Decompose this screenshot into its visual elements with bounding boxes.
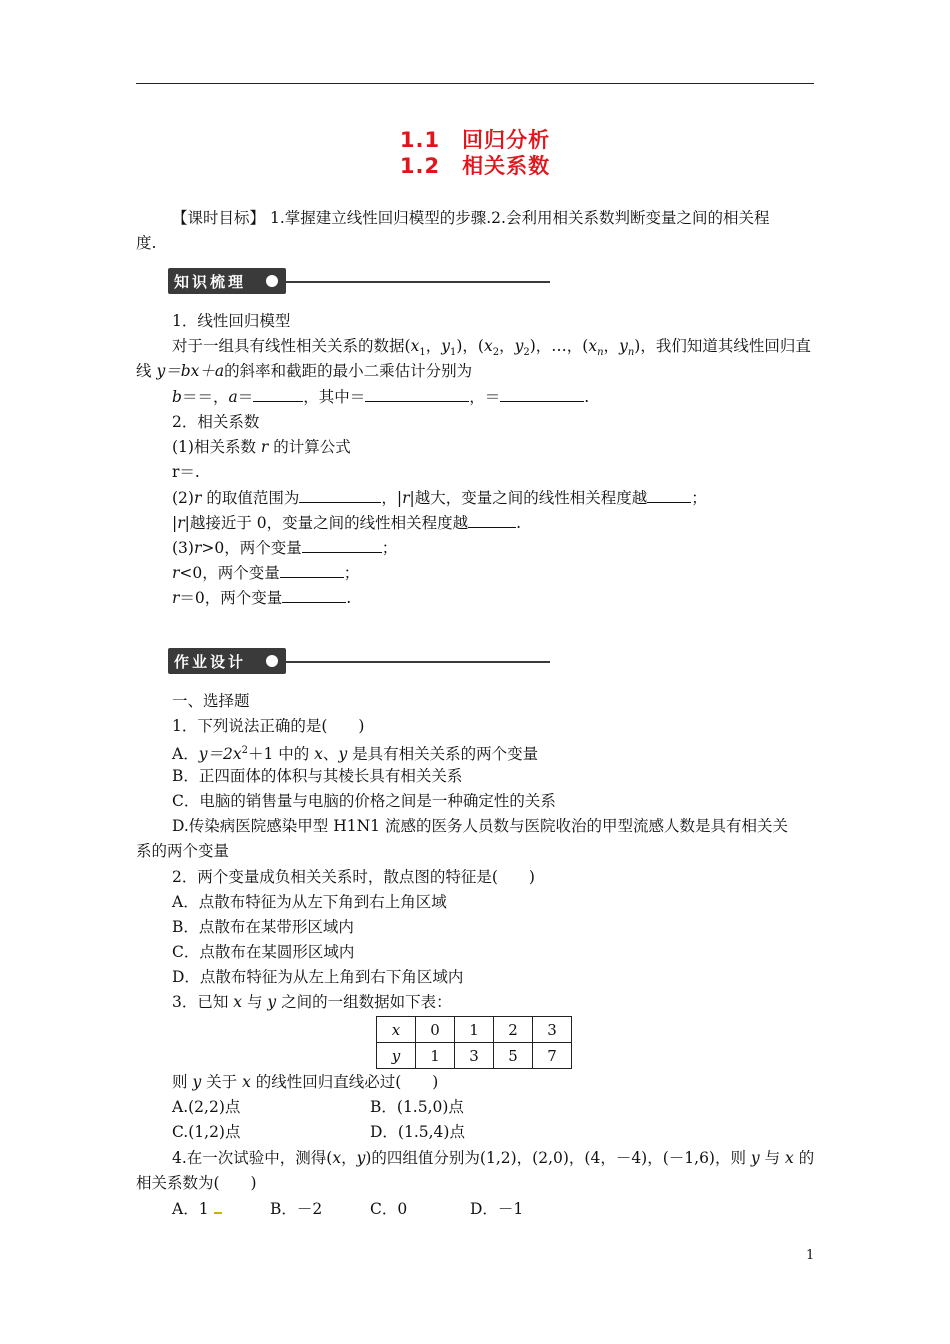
section-rule xyxy=(286,661,550,663)
table-cell: 2 xyxy=(494,1017,533,1043)
knowledge-s2: (2)r 的取值范围为 ，|r|越大，变量之间的线性相关程度越 ； xyxy=(172,489,707,507)
question-4-option-d: D．－1 xyxy=(470,1200,524,1218)
mark-icon xyxy=(214,1212,222,1214)
table-cell: 1 xyxy=(416,1043,455,1069)
objective-text: 1.掌握建立线性回归模型的步骤.2.会利用相关系数判断变量之间的相关程 xyxy=(269,209,770,227)
question-1-option-a: A．$y=2x^2+1$ 中的 x、y 是具有相关关系的两个变量 xyxy=(172,745,539,764)
question-2-option-a: A．点散布特征为从左下角到右上角区域 xyxy=(172,893,447,911)
question-2-option-c: C．点散布在某圆形区域内 xyxy=(172,943,355,961)
question-3: 3．已知 x 与 y 之间的一组数据如下表： xyxy=(172,993,452,1011)
knowledge-paragraph-1-cont: 线 y＝bx＋a的斜率和截距的最小二乘估计分别为 xyxy=(136,362,473,380)
table-row xyxy=(377,1017,572,1043)
title-line-2: 1.2 相关系数 xyxy=(399,154,551,178)
knowledge-s1: (1)相关系数 r 的计算公式 xyxy=(172,438,351,456)
title-line-1: 1.1 回归分析 xyxy=(399,128,551,152)
bullet-dot-icon xyxy=(266,655,278,667)
answer-blank[interactable] xyxy=(500,386,584,402)
table-cell: 0 xyxy=(416,1017,455,1043)
knowledge-estimate-line: b＝＝，a＝ ，其中＝ ，＝ . xyxy=(172,388,590,406)
table-cell: 1 xyxy=(455,1017,494,1043)
page-number: 1 xyxy=(806,1248,815,1263)
objective-label: 【课时目标】 xyxy=(172,209,266,227)
knowledge-heading-2: 2．相关系数 xyxy=(172,413,260,431)
question-3-stem: 则 y 关于 x 的线性回归直线必过( ) xyxy=(172,1073,439,1091)
answer-blank[interactable] xyxy=(468,512,516,528)
question-4-option-b: B．－2 xyxy=(270,1200,323,1218)
data-table xyxy=(376,1016,572,1069)
table-cell: y xyxy=(377,1043,416,1069)
question-1-option-d-cont: 系的两个变量 xyxy=(136,842,230,860)
question-4-option-c: C．0 xyxy=(370,1200,408,1218)
knowledge-s4: (3)r>0，两个变量 ； xyxy=(172,539,398,557)
part-heading: 一、选择题 xyxy=(172,692,250,710)
table-row xyxy=(377,1043,572,1069)
question-4: 4.在一次试验中，测得(x，y)的四组值分别为(1,2)，(2,0)，(4，－4)，(－1,6)，则 y 与 x 的 xyxy=(172,1149,815,1167)
answer-blank[interactable] xyxy=(282,587,346,603)
table-cell: x xyxy=(377,1017,416,1043)
table-cell: 3 xyxy=(455,1043,494,1069)
table-cell: 3 xyxy=(533,1017,572,1043)
section-badge xyxy=(168,648,286,674)
answer-blank[interactable] xyxy=(365,386,469,402)
question-4-cont: 相关系数为( ) xyxy=(136,1174,257,1192)
top-rule xyxy=(136,83,814,84)
question-2-option-b: B．点散布在某带形区域内 xyxy=(172,918,354,936)
section-knowledge-title: 知识梳理 xyxy=(174,273,247,291)
answer-blank[interactable] xyxy=(299,487,381,503)
table-cell: 5 xyxy=(494,1043,533,1069)
question-4-option-a: A．1 xyxy=(172,1199,222,1219)
knowledge-heading-1: 1．线性回归模型 xyxy=(172,312,291,330)
question-1-option-d: D.传染病医院感染甲型 H1N1 流感的医务人员数与医院收治的甲型流感人数是具有相关关 xyxy=(172,817,788,835)
question-1: 1．下列说法正确的是( ) xyxy=(172,717,365,735)
knowledge-s6: r＝0，两个变量 . xyxy=(172,589,352,607)
knowledge-s5: r<0，两个变量 ； xyxy=(172,564,360,582)
bullet-dot-icon xyxy=(266,275,278,287)
knowledge-s3: |r|越接近于 0，变量之间的线性相关程度越 . xyxy=(172,514,522,532)
objective-line-2: 度. xyxy=(136,234,157,252)
answer-blank[interactable] xyxy=(302,537,382,553)
question-3-option-a: A.(2,2)点 xyxy=(172,1098,241,1116)
section-homework-title: 作业设计 xyxy=(174,653,247,671)
question-3-option-d: D．(1.5,4)点 xyxy=(370,1123,465,1141)
objective-line-1 xyxy=(172,208,769,228)
knowledge-s1-formula: r＝. xyxy=(172,463,200,481)
question-3-option-b: B．(1.5,0)点 xyxy=(370,1098,464,1116)
section-rule xyxy=(286,281,550,283)
question-1-option-c: C．电脑的销售量与电脑的价格之间是一种确定性的关系 xyxy=(172,792,556,810)
question-2: 2．两个变量成负相关关系时，散点图的特征是( ) xyxy=(172,868,535,886)
answer-blank[interactable] xyxy=(253,386,303,402)
answer-blank[interactable] xyxy=(647,487,691,503)
answer-blank[interactable] xyxy=(280,562,344,578)
question-2-option-d: D．点散布特征为从左上角到右下角区域内 xyxy=(172,968,464,986)
question-3-option-c: C.(1,2)点 xyxy=(172,1123,241,1141)
section-badge xyxy=(168,268,286,294)
question-1-option-b: B．正四面体的体积与其棱长具有相关关系 xyxy=(172,767,463,785)
table-cell: 7 xyxy=(533,1043,572,1069)
knowledge-paragraph-1: 对于一组具有线性相关关系的数据($x_1$，$y_1$)，($x_2$，$y_2$)，…，($x_n$，$y_n$)，我们知道其线性回归直 xyxy=(172,337,811,359)
